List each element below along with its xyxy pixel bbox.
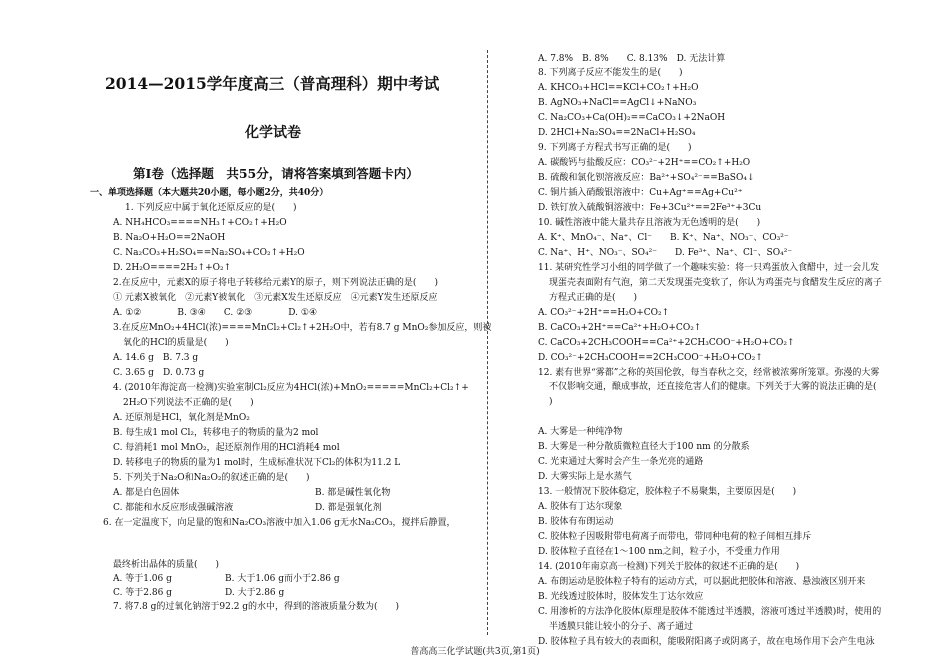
text-line: A. NH₄HCO₃====NH₃↑+CO₂↑+H₂O xyxy=(113,218,287,228)
text-line: 5. 下列关于Na₂O和Na₂O₂的叙述正确的是( ) xyxy=(113,473,310,483)
heading-line: 第Ⅰ卷（选择题 共55分，请将答案填到答题卡内） xyxy=(133,166,419,181)
text-line: B. Na₂O+H₂O==2NaOH xyxy=(113,233,226,243)
text-line: 2.在反应中，元素X的原子将电子转移给元素Y的原子，则下列说法正确的是( ) xyxy=(113,278,438,288)
text-line: C. 3.65 g D. 0.73 g xyxy=(113,368,205,378)
text-line: C. CaCO₃+2CH₃COOH==Ca²⁺+2CH₃COO⁻+H₂O+CO₂↑ xyxy=(538,338,795,348)
text-line: B. 每生成1 mol Cl₂，转移电子的物质的量为2 mol xyxy=(113,428,319,438)
text-line: D. 转移电子的物质的量为1 mol时，生成标准状况下Cl₂的体积为11.2 L xyxy=(113,458,401,468)
text-line: C. Na₂CO₃+Ca(OH)₂==CaCO₃↓+2NaOH xyxy=(538,113,726,123)
text-line: C. 每消耗1 mol MnO₂，起还原剂作用的HCl消耗4 mol xyxy=(113,443,340,453)
text-line: 11. 某研究性学习小组的同学做了一个趣味实验：将一只鸡蛋放入食醋中，过一会儿发 xyxy=(538,263,880,273)
text-line: B. AgNO₃+NaCl==AgCl↓+NaNO₃ xyxy=(538,98,697,108)
text-line: B. CaCO₃+2H⁺==Ca²⁺+H₂O+CO₂↑ xyxy=(538,323,702,333)
text-line: B. 大雾是一种分散质微粒直径大于100 nm 的分散系 xyxy=(538,442,750,452)
text-line: A. 碳酸钙与盐酸反应：CO₃²⁻+2H⁺==CO₂↑+H₂O xyxy=(538,158,751,168)
text-line: 半透膜只能让较小的分子、离子通过 xyxy=(549,622,694,632)
text-line: B. 大于1.06 g而小于2.86 g xyxy=(225,574,340,584)
text-line: C. 铜片插入硝酸银溶液中：Cu+Ag⁺==Ag+Cu²⁺ xyxy=(538,188,743,198)
page-footer: 普高高三化学试题(共3页,第1页) xyxy=(410,647,540,657)
text-line: D. 铁钉放入硫酸铜溶液中：Fe+3Cu²⁺==2Fe³⁺+3Cu xyxy=(538,203,762,213)
text-line: B. 光线透过胶体时，胶体发生丁达尔效应 xyxy=(538,592,704,602)
text-line: C. Na⁺、H⁺、NO₃⁻、SO₄²⁻ D. Fe³⁺、Na⁺、Cl⁻、SO₄²⁻ xyxy=(538,248,793,258)
text-line: 14. (2010年南京高一检测)下列关于胶体的叙述不正确的是( ) xyxy=(538,562,800,572)
text-line: 10. 碱性溶液中能大量共存且溶液为无色透明的是( ) xyxy=(538,218,761,228)
text-line: 2H₂O下列说法不正确的是( ) xyxy=(123,398,254,408)
text-line: 最终析出晶体的质量( ) xyxy=(113,560,220,570)
text-line: C. 胶体粒子因吸附带电荷离子而带电，带同种电荷的粒子间相互排斥 xyxy=(538,532,812,542)
text-line: A. 等于1.06 g xyxy=(113,574,172,584)
text-line: 3.在反应MnO₂+4HCl(浓)====MnCl₂+Cl₂↑+2H₂O中，若有8.7 g MnO₂参加反应，则被 xyxy=(113,323,492,333)
text-line: 8. 下列离子反应不能发生的是( ) xyxy=(538,68,683,78)
text-line: C. Na₂CO₃+H₂SO₄==Na₂SO₄+CO₂↑+H₂O xyxy=(113,248,305,258)
text-line: B. 都是碱性氧化物 xyxy=(315,488,391,498)
right-column xyxy=(490,0,950,647)
text-line: B. 胶体有布朗运动 xyxy=(538,517,614,527)
text-line: B. 硫酸和氯化钡溶液反应：Ba²⁺+SO₄²⁻==BaSO₄↓ xyxy=(538,173,755,183)
heading-line: 化学试卷 xyxy=(245,125,301,141)
text-line: 13. 一般情况下胶体稳定，胶体粒子不易聚集，主要原因是( ) xyxy=(538,487,797,497)
text-line: 4. (2010年海淀高一检测)实验室制Cl₂反应为4HCl(浓)+MnO₂=====MnCl₂+Cl₂↑+ xyxy=(113,383,469,393)
text-line: C. 用渗析的方法净化胶体(原理是胶体不能透过半透膜，溶液可透过半透膜)时，使用的 xyxy=(538,607,882,617)
text-line: 氧化的HCl的质量是( ) xyxy=(123,338,229,348)
text-line: A. 大雾是一种纯净物 xyxy=(538,427,623,437)
heading-line: 2014—2015学年度高三（普高理科）期中考试 xyxy=(105,74,440,93)
text-line: 不仅影响交通，酿成事故，还直接危害人们的健康。下列关于大雾的说法正确的是( xyxy=(549,382,877,392)
text-line: C. 等于2.86 g xyxy=(113,588,172,598)
text-line: A. ①② B. ③④ C. ②③ D. ①④ xyxy=(113,308,318,318)
text-line: A. KHCO₃+HCl==KCl+CO₂↑+H₂O xyxy=(538,83,699,93)
text-line: A. CO₃²⁻+2H⁺==H₂O+CO₂↑ xyxy=(538,308,670,318)
column-divider xyxy=(487,50,488,635)
text-line: A. 胶体有丁达尔现象 xyxy=(538,502,623,512)
text-line: D. 大雾实际上是水蒸气 xyxy=(538,472,632,482)
text-line: D. 都是强氧化剂 xyxy=(315,503,382,513)
left-column xyxy=(0,0,492,640)
text-line: A. K⁺、MnO₄⁻、Na⁺、Cl⁻ B. K⁺、Na⁺、NO₃⁻、CO₃²⁻ xyxy=(538,233,789,243)
text-line: D. CO₃²⁻+2CH₃COOH==2CH₃COO⁻+H₂O+CO₂↑ xyxy=(538,353,763,363)
text-line: D. 大于2.86 g xyxy=(225,588,285,598)
text-line: A. 都是白色固体 xyxy=(113,488,180,498)
heading-line: 一、单项选择题（本大题共20小题，每小题2分，共40分） xyxy=(90,188,329,198)
text-line: ) xyxy=(549,397,553,407)
text-line: 12. 素有世界“雾都”之称的英国伦敦，每当春秋之交，经常被浓雾所笼罩。弥漫的大雾 xyxy=(538,368,880,378)
text-line: C. 光束通过大雾时会产生一条光亮的通路 xyxy=(538,457,704,467)
text-line: 方程式正确的是( ) xyxy=(549,293,638,303)
text-line: 现蛋壳表面附有气泡，第二天发现蛋壳变软了，你认为鸡蛋壳与食醋发生反应的离子 xyxy=(549,278,883,288)
text-line: ① 元素X被氧化 ②元素Y被氧化 ③元素X发生还原反应 ④元素Y发生还原反应 xyxy=(113,293,438,303)
text-line: D. 胶体粒子具有较大的表面积，能吸附阳离子或阴离子，故在电场作用下会产生电泳 xyxy=(538,637,875,647)
text-line: D. 2H₂O====2H₂↑+O₂↑ xyxy=(113,263,232,273)
text-line: 1. 下列反应中属于氧化还原反应的是( ) xyxy=(125,203,297,213)
text-line: D. 2HCl+Na₂SO₄==2NaCl+H₂SO₄ xyxy=(538,128,696,138)
text-line: D. 胶体粒子直径在1～100 nm之间，粒子小，不受重力作用 xyxy=(538,547,780,557)
text-line: A. 布朗运动是胶体粒子特有的运动方式，可以据此把胶体和溶液、悬浊液区别开来 xyxy=(538,577,866,587)
text-line: C. 都能和水反应形成强碱溶液 xyxy=(113,503,234,513)
text-line: 6. 在一定温度下，向足量的饱和Na₂CO₃溶液中加入1.06 g无水Na₂CO₃，搅拌后静置， xyxy=(103,518,456,528)
text-line: 7. 将7.8 g的过氧化钠溶于92.2 g的水中，得到的溶液质量分数为( ) xyxy=(113,602,400,612)
text-line: A. 14.6 g B. 7.3 g xyxy=(113,353,199,363)
text-line: 9. 下列离子方程式书写正确的是( ) xyxy=(538,143,692,153)
text-line: A. 还原剂是HCl，氧化剂是MnO₂ xyxy=(113,413,250,423)
text-line: A. 7.8% B. 8% C. 8.13% D. 无法计算 xyxy=(538,54,726,64)
